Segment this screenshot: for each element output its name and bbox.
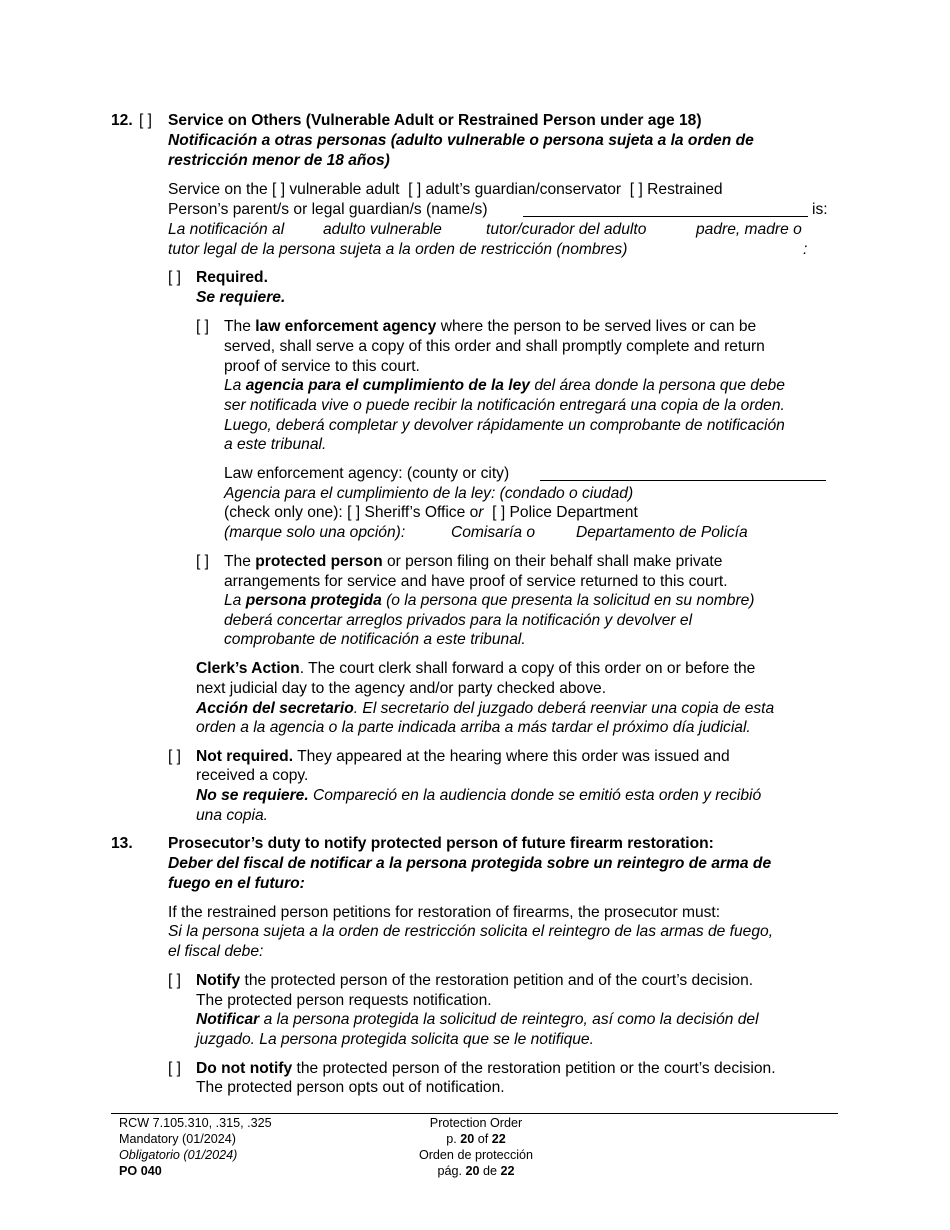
law-enforcement-line1	[224, 317, 756, 337]
service-on-line1	[168, 180, 723, 200]
sheriff-label: Sheriff’s Office o	[364, 504, 479, 521]
pp-es-bold: persona protegida	[245, 592, 382, 609]
protected-person-line2: arrangements for service and have proof of service returned to this court.	[224, 573, 728, 590]
clerk-action-es-line1	[196, 699, 774, 719]
not-required-es-bold: No se requiere.	[196, 787, 309, 804]
required-label: Required.	[196, 269, 268, 286]
notify-es-line1	[196, 1010, 759, 1030]
do-not-notify-rest: the protected person of the restoration petition or the court’s decision.	[296, 1060, 776, 1077]
section-13-title-es-line2: fuego en el futuro:	[168, 875, 305, 892]
parent-guardian-name-field[interactable]	[523, 216, 808, 217]
notify-bold: Notify	[196, 972, 241, 989]
notify-es-rest: a la persona protegida la solicitud de reintegro, así como la decisión del	[263, 1011, 759, 1028]
clerk-action-bold: Clerk’s Action	[196, 660, 300, 677]
footer-page-num-es: 20	[465, 1164, 480, 1178]
le-line1-rest: where the person to be served lives or can be	[440, 318, 757, 335]
footer-page-es	[376, 1163, 576, 1179]
section-13-intro-es-line2: el fiscal debe:	[168, 943, 264, 960]
pp-line1-rest: or person filing on their behalf shall make private	[386, 553, 723, 570]
section-13-title-es-line1: Deber del fiscal de notificar a la persona protegida sobre un reintegro de arma de	[168, 855, 772, 872]
check-only-one-label: (check only one):	[224, 504, 343, 521]
pp-es-line1-rest: (o la persona que presenta la solicitud en su nombre)	[386, 592, 755, 609]
protected-person-es-line1	[224, 591, 755, 611]
footer-form-id: PO 040	[119, 1164, 162, 1178]
section-13-intro-es-line1: Si la persona sujeta a la orden de restricción solicita el reintegro de las armas de fuego,	[168, 923, 774, 940]
law-enforcement-es-line1	[224, 376, 785, 396]
notify-es-line2: juzgado. La persona protegida solicita que se le notifique.	[196, 1031, 594, 1048]
not-required-line1	[196, 747, 730, 767]
protected-person-es-line2: deberá concertar arreglos privados para la notificación y devolver el	[224, 612, 693, 629]
pp-es-la: La	[224, 592, 242, 609]
service-es-line2: tutor legal de la persona sujeta a la orden de restricción (nombres)	[168, 241, 628, 258]
law-enforcement-line3: proof of service to this court.	[224, 358, 420, 375]
section-12-title: Service on Others (Vulnerable Adult or Restrained Person under age 18)	[168, 112, 702, 129]
law-enforcement-checkbox[interactable]: [ ]	[196, 318, 209, 335]
check-es-a: (marque solo una opción):	[224, 524, 406, 541]
check-es-b: Comisaría o	[451, 524, 536, 541]
guardian-checkbox[interactable]: [ ]	[408, 181, 422, 198]
agency-check-line	[224, 503, 638, 523]
not-required-es-rest: Compareció en la audiencia donde se emitió esta orden y recibió	[313, 787, 762, 804]
guardian-label: adult’s guardian/conservator	[425, 181, 622, 198]
protected-person-es-line3: comprobante de notificación a este tribunal.	[224, 631, 526, 648]
sheriff-checkbox[interactable]: [ ]	[347, 504, 361, 521]
footer-mandatory: Mandatory (01/2024)	[119, 1132, 236, 1146]
agency-label-es: Agencia para el cumplimiento de la ley: (condado o ciudad)	[224, 485, 634, 502]
protected-person-checkbox[interactable]: [ ]	[196, 553, 209, 570]
notify-line2: The protected person requests notification.	[196, 992, 492, 1009]
footer-title: Protection Order	[429, 1116, 523, 1130]
do-not-notify-line2: The protected person opts out of notification.	[196, 1079, 505, 1096]
section-13-intro: If the restrained person petitions for restoration of firearms, the prosecutor must:	[168, 904, 721, 921]
sheriff-or-suffix: r	[478, 504, 484, 521]
notify-es-bold: Notificar	[196, 1011, 260, 1028]
law-enforcement-es-line2: ser notificada vive o puede recibir la notificación entregará una copia de la orden.	[224, 397, 785, 414]
law-enforcement-es-line4: a este tribunal.	[224, 436, 327, 453]
footer-page-label: p.	[446, 1132, 457, 1146]
service-es-line1-a: La notificación al	[168, 221, 285, 238]
parent-guardian-label: Person’s parent/s or legal guardian/s (name/s)	[168, 201, 488, 218]
le-agency-bold: law enforcement agency	[255, 318, 437, 335]
service-on-line2	[168, 200, 488, 220]
notify-checkbox[interactable]: [ ]	[168, 972, 181, 989]
footer-obligatorio: Obligatorio (01/2024)	[119, 1148, 238, 1162]
section-13-title: Prosecutor’s duty to notify protected person of future firearm restoration:	[168, 835, 714, 852]
restrained-label: Restrained	[647, 181, 723, 198]
agency-label: Law enforcement agency: (county or city)	[224, 465, 510, 482]
law-enforcement-es-line3: Luego, deberá completar y devolver rápidamente un comprobante de notificación	[224, 417, 785, 434]
section-12-title-es-line1: Notificación a otras personas (adulto vulnerable o persona sujeta a la orden de	[168, 132, 754, 149]
le-es-agency-bold: agencia para el cumplimiento de la ley	[245, 377, 530, 394]
footer-page-label-es: pág.	[437, 1164, 462, 1178]
not-required-checkbox[interactable]: [ ]	[168, 748, 181, 765]
protected-person-line1	[224, 552, 722, 572]
section-12-checkbox[interactable]: [ ]	[139, 112, 152, 129]
vulnerable-adult-label: vulnerable adult	[289, 181, 400, 198]
required-label-es: Se requiere.	[196, 289, 286, 306]
footer-title-es: Orden de protección	[418, 1148, 534, 1162]
not-required-bold: Not required.	[196, 748, 294, 765]
footer-divider	[111, 1113, 838, 1114]
required-checkbox[interactable]: [ ]	[168, 269, 181, 286]
le-es-line1-rest: del área donde la persona que debe	[534, 377, 785, 394]
clerk-action-line2: next judicial day to the agency and/or party checked above.	[196, 680, 607, 697]
do-not-notify-line1	[196, 1059, 776, 1079]
footer-of-label: of	[477, 1132, 489, 1146]
le-the: The	[224, 318, 251, 335]
pp-bold: protected person	[255, 553, 383, 570]
clerk-action-rest: . The court clerk shall forward a copy of this order on or before the	[299, 660, 756, 677]
do-not-notify-bold: Do not notify	[196, 1060, 293, 1077]
notify-rest: the protected person of the restoration petition and of the court’s decision.	[244, 972, 754, 989]
section-13-number: 13.	[111, 835, 133, 852]
section-12-title-es-line2: restricción menor de 18 años)	[168, 152, 390, 169]
clerk-action-es-bold: Acción del secretario	[196, 700, 354, 717]
clerk-action-es-rest: . El secretario del juzgado deberá reenviar una copia de esta	[353, 700, 775, 717]
footer-de-label: de	[483, 1164, 498, 1178]
clerk-action-line1	[196, 659, 755, 679]
pp-the: The	[224, 553, 251, 570]
not-required-es-line2: una copia.	[196, 807, 268, 824]
check-es-c: Departamento de Policía	[576, 524, 748, 541]
not-required-line2: received a copy.	[196, 767, 309, 784]
law-enforcement-line2: served, shall serve a copy of this order and shall promptly complete and return	[224, 338, 765, 355]
footer-page-total-es: 22	[500, 1164, 515, 1178]
agency-name-field[interactable]	[540, 480, 826, 481]
police-label: Police Department	[509, 504, 638, 521]
footer-page-num: 20	[460, 1132, 475, 1146]
service-es-line2-colon: :	[803, 241, 808, 258]
not-required-rest: They appeared at the hearing where this order was issued and	[297, 748, 730, 765]
footer-page	[376, 1131, 576, 1147]
clerk-action-es-line2: orden a la agencia o la parte indicada arriba a más tardar el próximo día judicial.	[196, 719, 751, 736]
service-is-text: is:	[812, 201, 828, 218]
service-es-line1-c: tutor/curador del adulto	[486, 221, 647, 238]
footer-page-total: 22	[491, 1132, 506, 1146]
service-es-line1-d: padre, madre o	[696, 221, 802, 238]
do-not-notify-checkbox[interactable]: [ ]	[168, 1060, 181, 1077]
service-on-text: Service on the	[168, 181, 268, 198]
notify-line1	[196, 971, 753, 991]
service-es-line1-b: adulto vulnerable	[323, 221, 442, 238]
vulnerable-adult-checkbox[interactable]: [ ]	[272, 181, 286, 198]
section-12-number: 12.	[111, 112, 133, 129]
restrained-parent-checkbox[interactable]: [ ]	[629, 181, 643, 198]
not-required-es-line1	[196, 786, 761, 806]
le-es-la: La	[224, 377, 242, 394]
police-checkbox[interactable]: [ ]	[492, 504, 506, 521]
footer-rcw: RCW 7.105.310, .315, .325	[119, 1116, 272, 1130]
